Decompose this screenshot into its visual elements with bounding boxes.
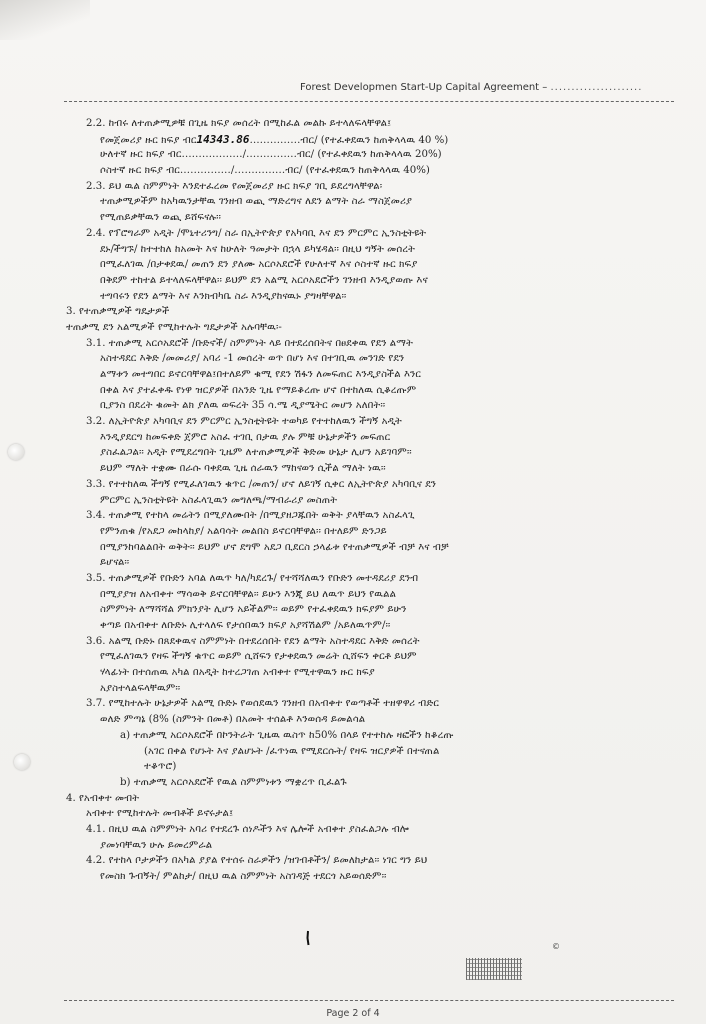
body-line-text: ልማቱን መተግበር ይኖርባቸዋል፤በተለይም ቁሚ የደን ሽፋን ለመፍጠር እንዲያስችል እንር bbox=[100, 369, 421, 380]
page-corner-shadow bbox=[0, 0, 90, 40]
signature-mark bbox=[305, 930, 311, 946]
body-line-text: 3.7. የሚከተሉት ሁኔታዎች አልሚ ቡድኑ የወሰደዉን ገንዘብ በአብቀተ የወጣቶች ተዘዋዋሪ ብድር bbox=[86, 698, 440, 710]
body-line bbox=[66, 602, 666, 618]
punch-hole bbox=[8, 444, 24, 460]
body-line bbox=[66, 257, 666, 273]
body-line-text: ቢያንስ በደረት ቁመት ልክ ያለዉ ወፍረት 35 ሳ.ሜ ዲያሜትር መሆን አለበት፡፡ bbox=[100, 400, 386, 412]
body-line bbox=[66, 869, 666, 885]
footer-rule bbox=[64, 1000, 674, 1001]
body-line bbox=[66, 744, 666, 760]
body-line bbox=[66, 351, 666, 367]
body-line-text: አያስተላልፍላቸዉም፡፡ bbox=[100, 682, 181, 694]
body-line bbox=[66, 649, 666, 665]
body-line bbox=[66, 759, 666, 775]
document-body bbox=[66, 116, 666, 885]
body-line bbox=[66, 194, 666, 210]
body-line bbox=[66, 304, 666, 320]
page-header bbox=[300, 82, 670, 93]
body-line-text: ስምምነት ለማሻሻል ምክንያት ሊሆን አይችልም፡፡ ወይም የተፈቀደዉን ክፍያም ይሁን bbox=[100, 604, 407, 616]
body-line-text: 3.5. ተጠቃሚዎች የቡድን አባል ለዉጥ ካለ/ካደረጉ/ የተሻሻለዉን የቡድን መተዳደሪያ ደንብ bbox=[86, 572, 419, 584]
body-line-text: የሚፈለገዉን የዛፍ ችግኝ ቁጥር ወይም ሲሸፍን የታቀደዉን መሬት ሲሸፍን ቀርቶ ይህም bbox=[100, 651, 417, 663]
body-line bbox=[66, 430, 666, 446]
header-title: Forest Developmen Start-Up Capital Agreement – bbox=[300, 82, 548, 93]
body-line-text: ያስፈልጋል፡፡ አዲት የሚደረግበት ጊዜም ለተጠቃሚዎች ቅድመ ሁኔታ ሊሆን አይገባም፡፡ bbox=[100, 447, 412, 459]
stamp-mark bbox=[466, 958, 522, 980]
body-line-text: ደኑ/ችግኙ/ ከተተከለ ከአመት እና ከሁለት ዓመታት በኋላ ይካሄዳል፡፡ በዚህ ግኝት መሰረት bbox=[100, 243, 415, 255]
body-line-text: አስተዳደር እቅድ /መመሪያ/ አባሪ -1 መሰረት ወጥ በሆነ እና በተገቢዉ መንገድ የደን bbox=[100, 353, 405, 365]
body-line-text: ተግባሩን የደን ልማት እና እንክብካቤ ስራ እንዲያከናዉኑ ያግዛቸዋል፡፡ bbox=[100, 290, 347, 302]
body-line bbox=[66, 634, 666, 650]
body-line-text: b) ተጠቃሚ አርሶአደሮች የዉል ስምምነቱን ማቋረጥ ቢፈልጉ bbox=[120, 776, 347, 788]
body-line-text: የመጀመሪያ ዙር ክፍያ ብር bbox=[100, 134, 197, 146]
body-line-text: 3.6. አልሚ ቡድኑ በጸደቀዉና ስምምነት በተደረሰበት የደን ልማት አስተዳደር እቅድ መሰረት bbox=[86, 635, 420, 647]
body-line-text: በሚያንከባልልበት ወቅት፡፡ ይህም ሆኖ ደግሞ አደጋ ቢደርስ ኃላፊቱ የተጠቃሚዎች ብቻ እና ብቻ bbox=[100, 541, 449, 553]
body-line-text: 2.2. ከብሩ ለተጠቃሚዎቹ በጊዜ ክፍያ መሰረት በሚከፈል መልኩ ይተላለፍላቸዋል፤ bbox=[86, 118, 392, 129]
body-line bbox=[66, 132, 666, 148]
body-line bbox=[66, 336, 666, 352]
body-line-text: ተቆጥሮ) bbox=[144, 761, 177, 773]
body-line-text: ተጠቃሚ ደን አልሚዎች የሚከተሉት ግዴታዎች አሉባቸዉ፡- bbox=[66, 321, 282, 333]
body-line-text: 3. የተጠቃሚዎች ግዴታዎች bbox=[66, 306, 170, 318]
body-line bbox=[66, 696, 666, 712]
body-line-text: 3.3. የተተከለዉ ችግኝ የሚፈለገዉን ቁጥር /መጠን/ ሆኖ ለይገኝ ሲቀር ለኢትዮጵያ አካባቢና ደን bbox=[86, 478, 437, 490]
body-line-text: ሁለተኛ ዙር ክፍያ ብር………………/……………ብር/ (የተፈቀደዉን ከጠቅላላዉ 20%) bbox=[100, 149, 442, 161]
body-line-text: የመስክ ጉብኝት/ ምልከታ/ በዚህ ዉል ስምምነት አስገዳጅ ተደርጎ አይወሰድም፡፡ bbox=[100, 871, 387, 882]
body-line bbox=[66, 273, 666, 289]
body-line bbox=[66, 210, 666, 226]
body-line-text: (አገር በቀል የሆኑት እና ያልሆኑት /ፈጥነዉ የሚደርሱት/ የዛፍ ዝርያዎች በተናጠል bbox=[144, 745, 440, 757]
body-line-text: በቅደም ተከተል ይተላለፍላቸዋል፡፡ ይህም ደን አልሚ አርሶአደሮችን ገንዘብ እንዲያወጡ እና bbox=[100, 274, 428, 286]
body-line-text: a) ተጠቃሚ አርሶአደሮች በኮንትራት ጊዜዉ ዉስጥ ከ50% በላይ የተተከሉ ዛፎችን ከቆረጡ bbox=[120, 729, 454, 741]
copyright-mark: © bbox=[552, 942, 560, 951]
body-line-text: የምንጠቁ /የአደጋ መከላከያ/ አልባሳት መልበስ ይኖርባቸዋል፡፡ በተለይም ድንጋይ bbox=[100, 525, 387, 537]
body-line-text: ይሆናል፡፡ bbox=[100, 557, 130, 569]
body-line-text: ወለድ ምጣኔ (8% (ስምንት በመቶ) በአመት ተሰልቶ እንወሰዳ ይመልሳል bbox=[100, 714, 366, 726]
body-line bbox=[66, 242, 666, 258]
body-line bbox=[66, 179, 666, 195]
body-line bbox=[66, 367, 666, 383]
body-line bbox=[66, 398, 666, 414]
body-line-text: እንዲያደርግ ከመፍቀድ ጀምሮ አስፈ ተገቢ በታዉ ያሉ ምቹ ሁኔታዎችን መፍጠር bbox=[100, 431, 391, 443]
body-line-text: በሚያያዝ ለአብቀተ ማሳወቅ ይኖርባቸዋል፡፡ ይሁን እንጂ ይህ ለዉጥ ይህን የዉልል bbox=[100, 588, 397, 600]
body-line bbox=[66, 493, 666, 509]
handwritten-amount: 14343.86 bbox=[196, 132, 250, 146]
body-line bbox=[66, 571, 666, 587]
body-line bbox=[66, 806, 666, 822]
body-line bbox=[66, 618, 666, 634]
body-line bbox=[66, 665, 666, 681]
punch-hole bbox=[14, 754, 30, 770]
body-line-text: 3.4. ተጠቃሚ የተከላ መሬትን በሚያለሙበት /በሚያዘጋጁበት ወቅት ያላቸዉን አስፈላጊ bbox=[86, 510, 415, 522]
body-line bbox=[66, 712, 666, 728]
body-line-text: 3.2. ለኢትዮጵያ አካባቢና ደን ምርምር ኢንስቲትዩት ተወካይ የተተከለዉን ችግኝ አዲት bbox=[86, 416, 402, 428]
body-line bbox=[66, 791, 666, 807]
body-line-text: ሃላፊነት በተሰጠዉ አካል በአዲት ከተረጋገጠ አብቀተ የሚተዋዉን ዙር ክፍያ bbox=[100, 667, 375, 679]
body-line bbox=[66, 116, 666, 132]
body-line bbox=[66, 461, 666, 477]
body-line-text: 4.2. የተከላ ቦታዎችን በአካል ያያል የተሰሩ ስራዎችን /ዝገብቶችን/ ይመለከታል፡፡ ነገር ግን ይህ bbox=[86, 855, 428, 867]
body-line-text: 2.3. ይህ ዉል ስምምነት እንደተፈረመ የመጀመሪያ ዙር ክፍያ ገቢ ይደረግላቸዋል፡ bbox=[86, 180, 383, 192]
body-line bbox=[66, 853, 666, 869]
body-line bbox=[66, 681, 666, 697]
body-line bbox=[66, 163, 666, 179]
body-line-text: ሶስተኛ ዙር ክፍያ ብር……………/……………ብር/ (የተፈቀደዉን ከጠቅላላዉ 40%) bbox=[100, 165, 430, 177]
body-line-text: ይህም ማለት ተቋሙ በራሱ ባቀደዉ ጊዜ ሰራዉን ማከናወን ሲችል ማለት ነዉ፡፡ bbox=[100, 463, 386, 475]
body-line bbox=[66, 226, 666, 242]
body-line-text: አብቀተ የሚከተሉት መብቶች ይኖሩታል፤ bbox=[86, 808, 234, 820]
body-line bbox=[66, 147, 666, 163]
body-line-text: ቀጣይ በአብቀተ ለቡድኑ ሊተላለፍ የታሰበዉን ክፍያ አያሻሽልም /አይለዉጥም/፡፡ bbox=[100, 620, 391, 631]
body-line bbox=[66, 524, 666, 540]
body-line-text: የሚጠይቃቸዉን ወጪ ይሸፍናሉ፡፡ bbox=[100, 212, 221, 224]
body-line bbox=[66, 587, 666, 603]
body-line-text: ምርምር ኢንስቲትዩት አስፈላጊዉን መግለጫ/ማብራሪያ መስጠት bbox=[100, 494, 338, 506]
body-line-text: ተጠቃሚዎችም ከአካዉንታቸዉ ገንዘብ ወጪ ማድረግና ለደን ልማት ስራ ማስጀመሪያ bbox=[100, 196, 413, 208]
body-line-text: 4. የአብቀተ መብት bbox=[66, 792, 140, 804]
body-line bbox=[66, 540, 666, 556]
body-line bbox=[66, 289, 666, 305]
body-line-text: 4.1. በዚህ ዉል ስምምነት አባሪ የተደረጉ ሰነዶችን እና ሌሎች አብቀተ ያስፈልጋሉ ብሎ bbox=[86, 823, 410, 835]
body-line bbox=[66, 838, 666, 854]
body-line bbox=[66, 555, 666, 571]
body-line-text: በቀል እና ያተፈቀዱ የነዋ ዝርያዎች በአንድ ጊዜ የማይቆረጡ ሆኖ በተከለዉ ሲቆረጡም bbox=[100, 384, 417, 396]
body-line bbox=[66, 822, 666, 838]
body-line bbox=[66, 508, 666, 524]
body-line bbox=[66, 383, 666, 399]
body-line bbox=[66, 477, 666, 493]
body-line bbox=[66, 775, 666, 791]
body-line-text: ያመነባቸዉን ሁሉ ይመረምራል bbox=[100, 839, 213, 851]
header-rule bbox=[64, 101, 674, 102]
page-number: Page 2 of 4 bbox=[326, 1008, 380, 1019]
body-line bbox=[66, 445, 666, 461]
body-line bbox=[66, 414, 666, 430]
body-line-text: ……………ብር/ (የተፈቀደዉን ከጠቅላላዉ 40 %) bbox=[249, 134, 449, 146]
body-line-text: 2.4. የፕሮግራም አዲት /ሞኒተሪንግ/ ስራ በኢትዮጵያ የአካባቢ እና ደን ምርምር ኢንስቲትዩት bbox=[86, 227, 427, 239]
body-line-text: 3.1. ተጠቃሚ አርሶአደሮች /ቡድኖች/ ስምምነት ላይ በተደረሰበትና በፀደቀዉ የደን ልማት bbox=[86, 337, 413, 349]
body-line-text: በሚፈለገዉ /በታቀደዉ/ መጠን ደን ያለሙ አርሶአደሮች የሁለተኛ እና ሶስተኛ ዙር ክፍያ bbox=[100, 259, 418, 271]
body-line bbox=[66, 320, 666, 336]
body-line bbox=[66, 728, 666, 744]
header-dots: ...................... bbox=[550, 82, 643, 93]
